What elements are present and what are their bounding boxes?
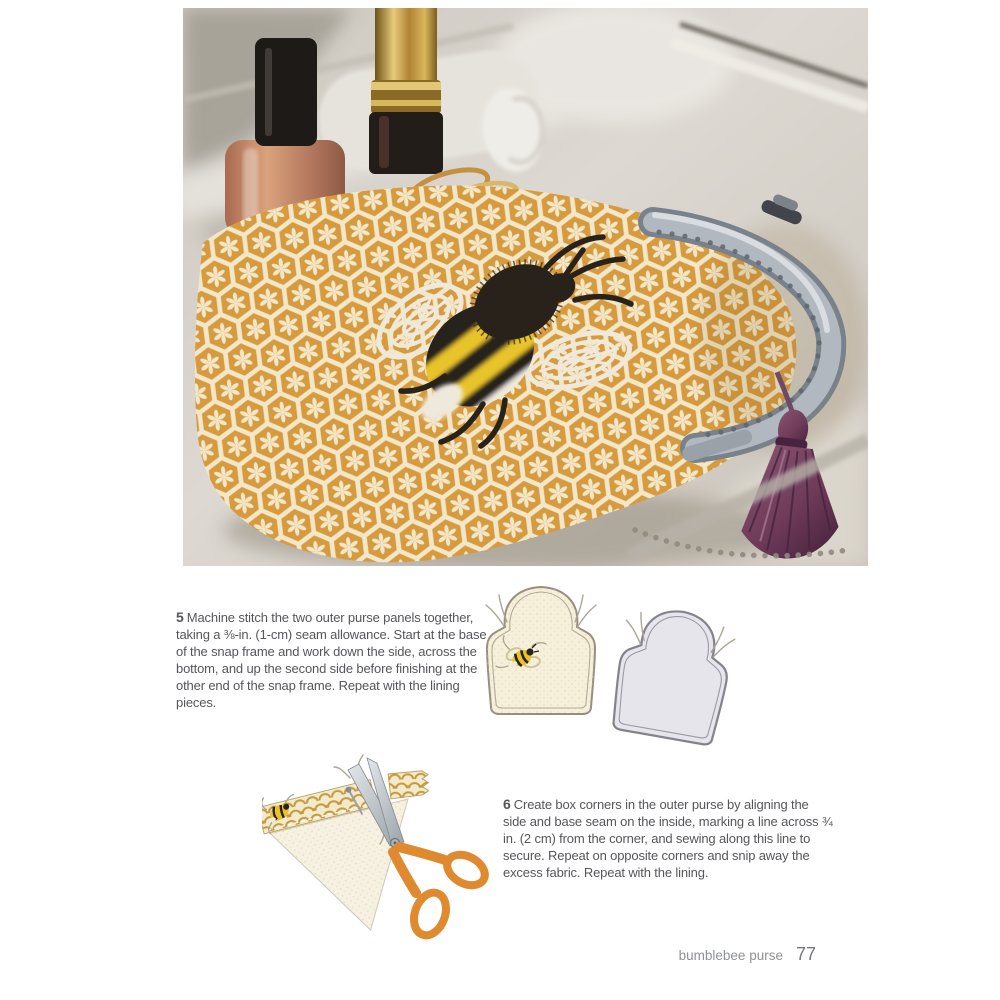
lining-panel-diagram bbox=[608, 602, 738, 746]
step-5-diagram bbox=[468, 572, 768, 792]
step-6-text: Create box corners in the outer purse by aligning the side and base seam on the inside, marking a line across ¾ in. (2 cm) from the corner, and sewing along this line to secure. Repeat on opposite corners and snip away the excess fabric. Repeat with the lining. bbox=[503, 797, 833, 880]
snipped-corner-piece bbox=[388, 771, 429, 799]
purse-photo-illustration bbox=[183, 8, 868, 566]
step-6-instruction bbox=[503, 796, 833, 882]
scissors-handles bbox=[393, 847, 490, 940]
page-number: 77 bbox=[795, 944, 816, 964]
step-6-diagram bbox=[262, 752, 512, 974]
step-6-number: 6 bbox=[503, 796, 511, 812]
step-5-instruction bbox=[176, 609, 498, 711]
lipstick bbox=[369, 8, 443, 174]
step-5-number: 5 bbox=[176, 609, 184, 625]
nail-polish-cap bbox=[255, 38, 317, 146]
footer-section-title: bumblebee purse bbox=[678, 948, 783, 963]
page-footer bbox=[520, 944, 816, 965]
outer-panel-diagram bbox=[486, 587, 596, 714]
purse-photo bbox=[183, 8, 868, 566]
step-5-text: Machine stitch the two outer purse panels together, taking a ⅜-in. (1-cm) seam allowance. Start at the base of the snap frame and work down the side, across the bottom, and up the second side before finishing at the other end of the snap frame. Repeat with the lining pieces. bbox=[176, 610, 487, 710]
